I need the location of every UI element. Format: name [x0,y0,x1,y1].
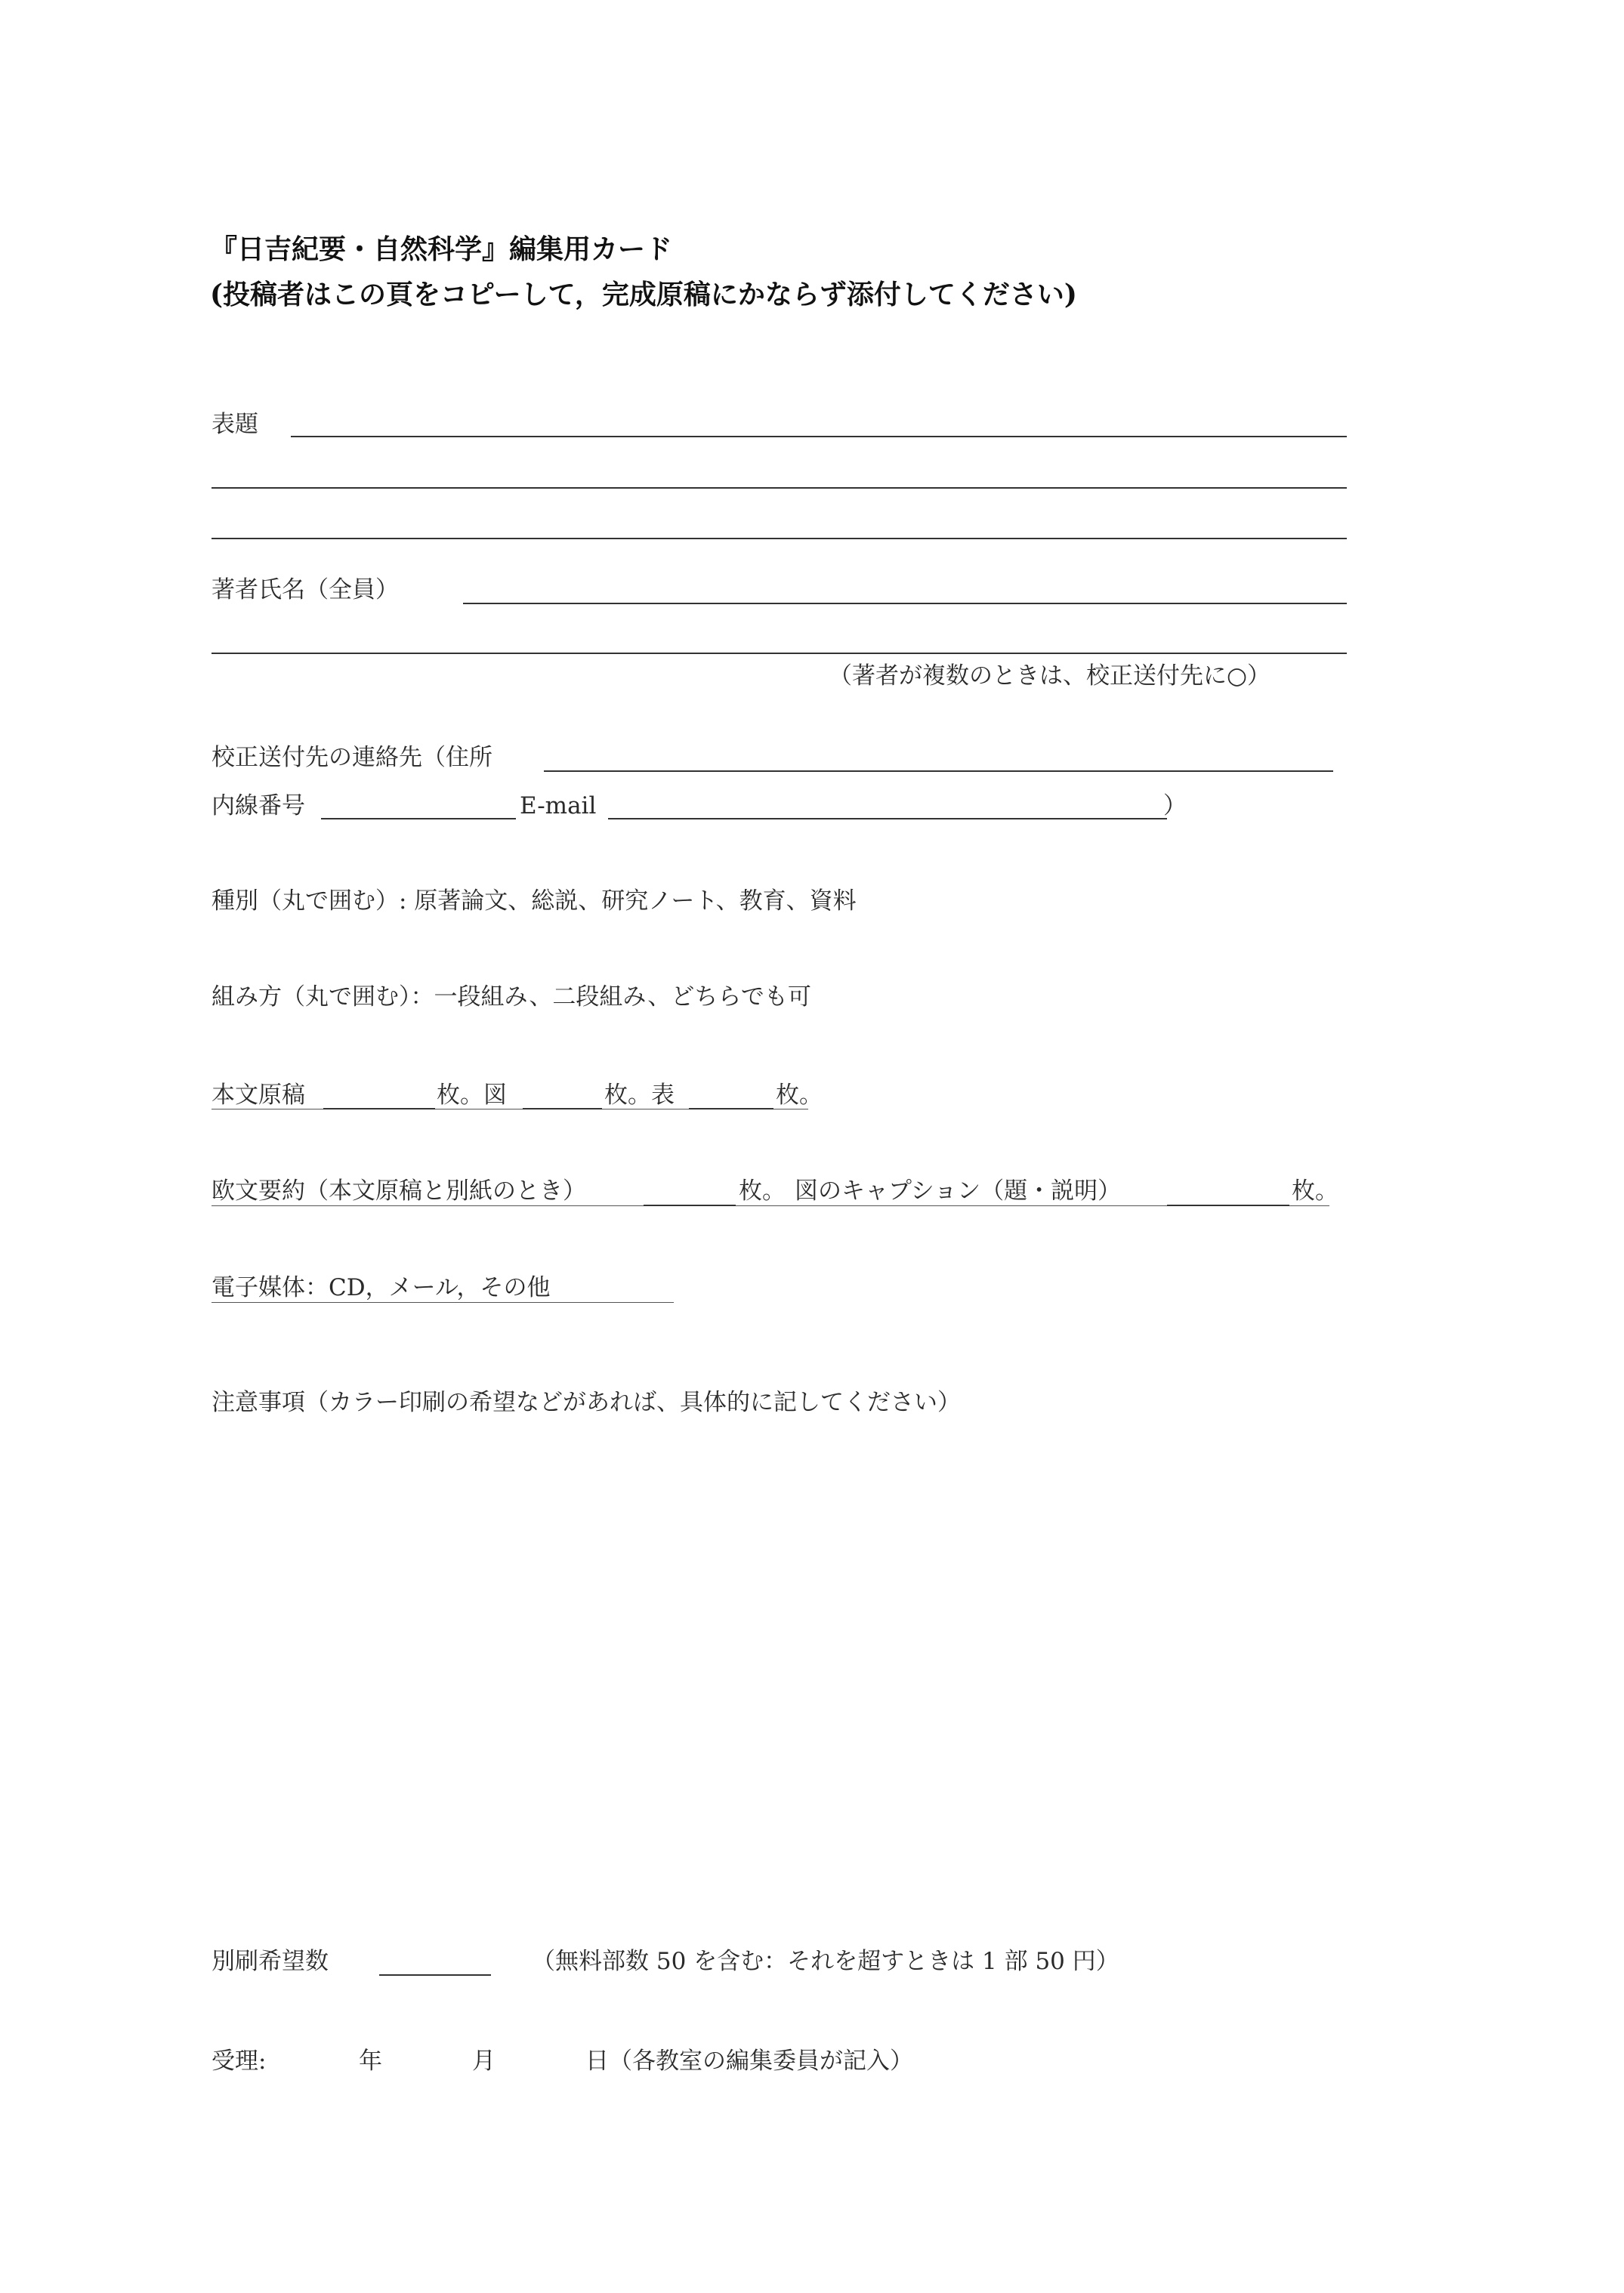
email-input-line[interactable] [608,818,1167,819]
figures-pages-input[interactable] [523,1108,602,1109]
email-label: E-mail [520,792,597,819]
form-subtitle: (投稿者はこの頁をコピーして，完成原稿にかならず添付してください) [210,279,1077,310]
offprint-label: 別刷希望数 [211,1948,329,1975]
title-input-line-1[interactable] [291,436,1347,437]
type-field[interactable]: 種別（丸で囲む）: 原著論文、総説、研究ノート、教育、資料 [211,887,857,915]
media-underline [211,1302,674,1303]
authors-input-line-2[interactable] [211,653,1347,654]
extension-input-line[interactable] [321,818,516,819]
pages-unit-tables: 枚。表 [604,1082,675,1109]
address-input-line[interactable] [544,770,1333,772]
title-label: 表題 [211,411,258,438]
pages-unit-end: 枚。 [776,1082,823,1109]
received-day-note: 日（各教室の編集委員が記入） [585,2048,913,2075]
layout-field[interactable]: 組み方（丸で囲む）：一段組み、二段組み、どちらでも可 [211,983,811,1011]
offprint-note: （無料部数 50 を含む：それを超すときは 1 部 50 円） [532,1948,1119,1975]
abstract-underline [211,1205,1329,1206]
title-input-line-2[interactable] [211,487,1347,489]
caption-unit: 枚。 [1292,1177,1338,1205]
received-month: 月 [472,2048,496,2075]
form-title: 『日吉紀要・自然科学』編集用カード [210,233,673,265]
received-label: 受理: [211,2048,267,2075]
extension-label: 内線番号 [211,792,305,819]
abstract-label: 欧文要約（本文原稿と別紙のとき） [211,1177,586,1205]
contact-close-paren: ） [1163,792,1187,819]
received-year: 年 [359,2048,382,2075]
title-input-line-3[interactable] [211,538,1347,539]
abstract-pages-input[interactable] [644,1205,736,1206]
notes-label: 注意事項（カラー印刷の希望などがあれば、具体的に記してください） [211,1389,961,1416]
address-label: 校正送付先の連絡先（住所 [211,744,492,771]
media-field[interactable]: 電子媒体：CD，メール，その他 [211,1274,551,1301]
tables-pages-input[interactable] [689,1108,773,1109]
manuscript-pages-label: 本文原稿 [211,1082,305,1109]
authors-label: 著者氏名（全員） [211,576,399,603]
notes-input-area[interactable] [211,1435,1347,1918]
caption-label: 図のキャプション（題・説明） [795,1177,1122,1205]
pages-unit-figures: 枚。図 [437,1082,507,1109]
authors-input-line-1[interactable] [463,603,1347,604]
authors-note: （著者が複数のときは、校正送付先に○） [829,662,1271,690]
abstract-unit: 枚。 [739,1177,786,1205]
offprint-count-input[interactable] [379,1974,491,1976]
caption-pages-input[interactable] [1167,1205,1289,1206]
manuscript-pages-input[interactable] [323,1108,435,1109]
